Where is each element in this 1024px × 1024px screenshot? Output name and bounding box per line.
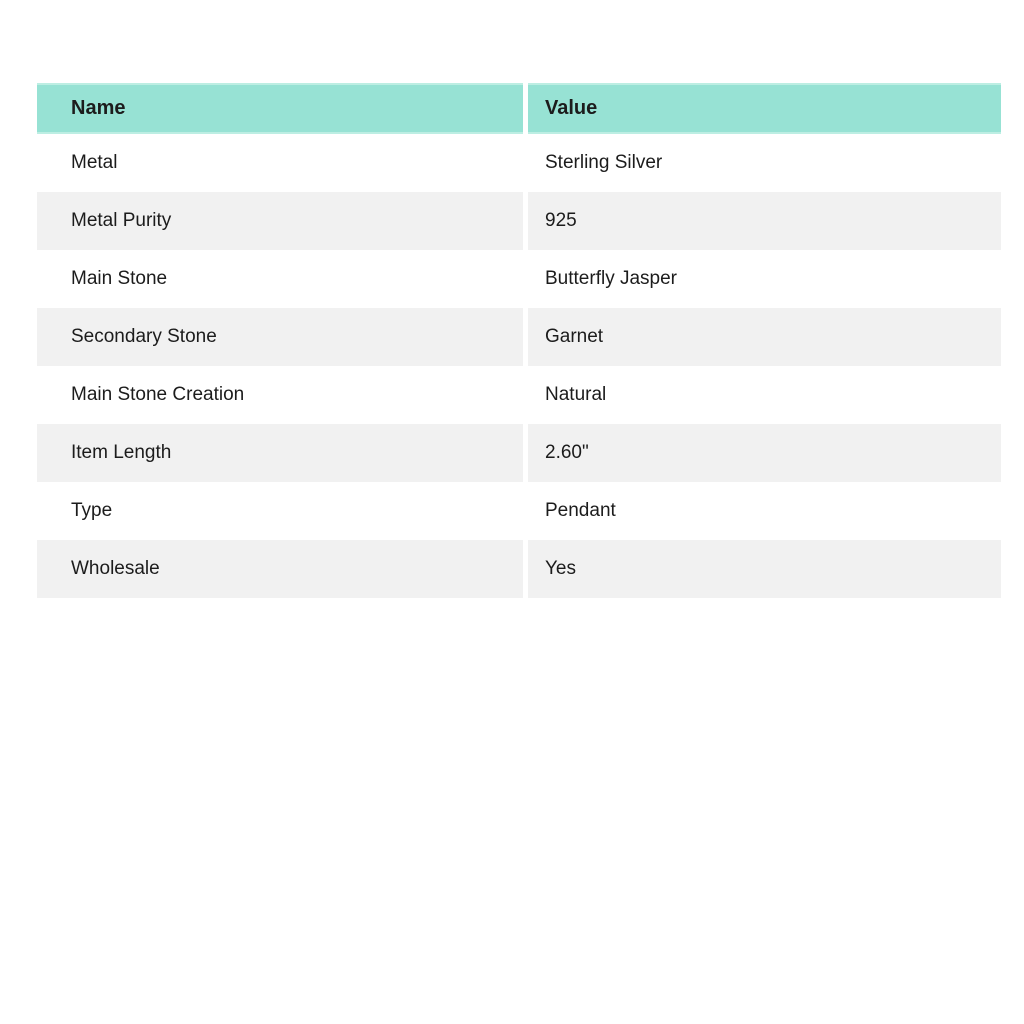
- spec-name-cell: Wholesale: [37, 540, 523, 598]
- spec-value-cell: 925: [523, 192, 1001, 250]
- spec-name-cell: Item Length: [37, 424, 523, 482]
- table-row: [37, 250, 1001, 308]
- spec-name-cell: Metal: [37, 134, 523, 192]
- table-row: [37, 482, 1001, 540]
- spec-value-cell: Pendant: [523, 482, 1001, 540]
- spec-value-cell: Yes: [523, 540, 1001, 598]
- table-row: [37, 424, 1001, 482]
- spec-value-cell: Sterling Silver: [523, 134, 1001, 192]
- table-row: [37, 308, 1001, 366]
- spec-name-cell: Main Stone Creation: [37, 366, 523, 424]
- spec-name-cell: Main Stone: [37, 250, 523, 308]
- product-specs-section: [37, 83, 1001, 598]
- product-specs-table: [37, 83, 1001, 598]
- column-header-value: Value: [523, 83, 1001, 134]
- table-row: [37, 134, 1001, 192]
- spec-name-cell: Type: [37, 482, 523, 540]
- table-row: [37, 366, 1001, 424]
- spec-value-cell: Natural: [523, 366, 1001, 424]
- header-row: [37, 83, 1001, 134]
- table-header: [37, 83, 1001, 134]
- spec-name-cell: Metal Purity: [37, 192, 523, 250]
- table-row: [37, 192, 1001, 250]
- table-row: [37, 540, 1001, 598]
- column-header-name: Name: [37, 83, 523, 134]
- spec-name-cell: Secondary Stone: [37, 308, 523, 366]
- table-body: [37, 134, 1001, 598]
- spec-value-cell: Garnet: [523, 308, 1001, 366]
- spec-value-cell: 2.60": [523, 424, 1001, 482]
- spec-value-cell: Butterfly Jasper: [523, 250, 1001, 308]
